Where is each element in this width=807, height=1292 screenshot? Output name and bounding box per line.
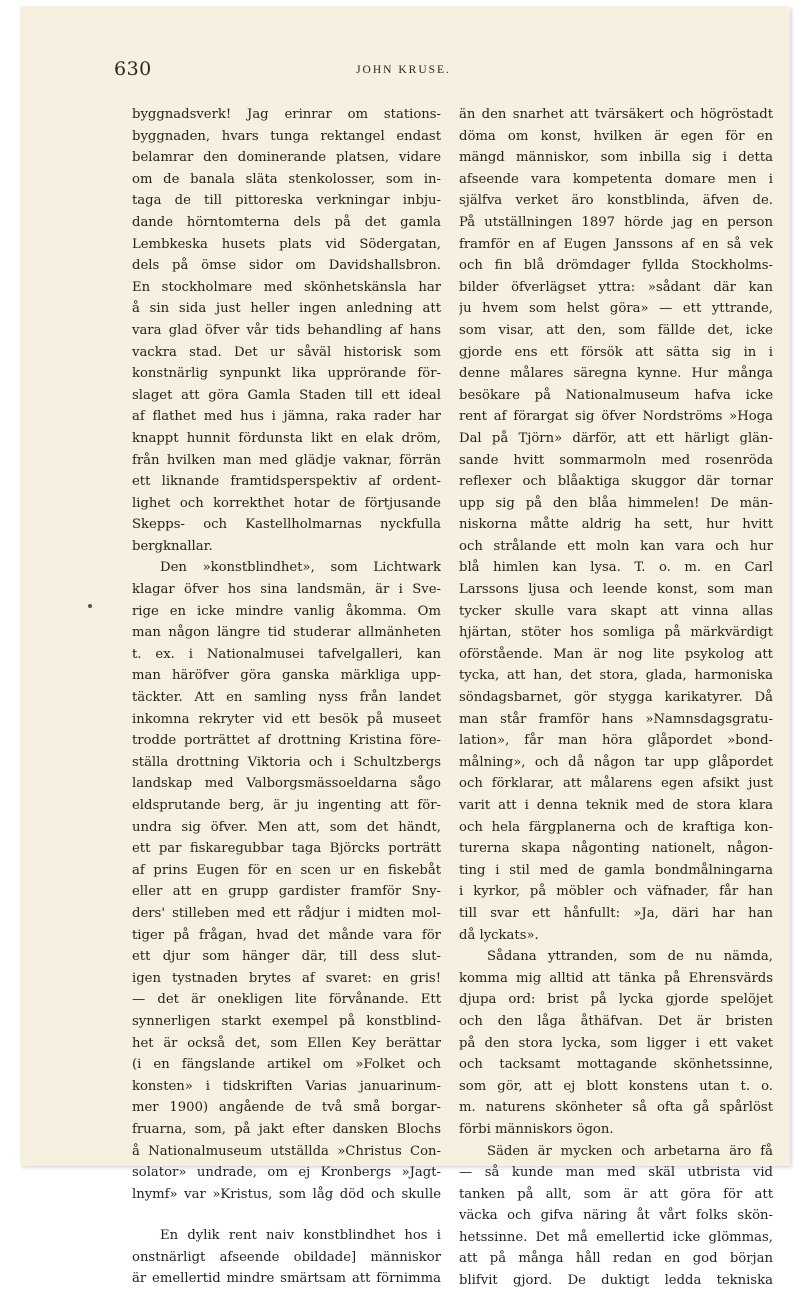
text-line: eldsprutande berg, är ju ingenting att för- bbox=[132, 798, 441, 813]
text-line: lighet och korrekthet hotar de förtjusande bbox=[132, 495, 441, 511]
text-line: På utställningen 1897 hörde jag en person bbox=[459, 214, 773, 230]
text-line: som visar, att den, som fällde det, icke bbox=[459, 322, 773, 338]
text-line: Larssons ljusa och leende konst, som man bbox=[459, 582, 773, 598]
text-line: besökare på Nationalmuseum hafva icke bbox=[459, 387, 773, 403]
text-line: ett liknande framtidsperspektiv af ordent- bbox=[132, 474, 441, 490]
text-line: som gör, att ej blott konstens utan t. o. bbox=[459, 1078, 773, 1094]
text-line: byggnadsverk! Jag erinrar om stations- bbox=[132, 107, 441, 122]
text-line: djupa ord: brist på lycka gjorde spelöjet bbox=[459, 992, 773, 1008]
text-line: framför en af Eugen Janssons af en så vek bbox=[459, 236, 773, 252]
text-line: och fin blå drömdager fyllda Stockholms- bbox=[459, 258, 773, 274]
text-line: döma om konst, hvilken är egen för en bbox=[459, 128, 773, 144]
text-line: synnerligen starkt exempel på konstblind- bbox=[132, 1013, 441, 1029]
text-line: (i en fängslande artikel om »Folket och bbox=[132, 1057, 441, 1073]
text-line: gjorde ens ett försök att sätta sig in i bbox=[459, 344, 773, 360]
text-line: ting i stil med de gamla bondmålningarna bbox=[459, 862, 773, 878]
text-line: i kyrkor, på möbler och väfnader, får han bbox=[459, 884, 773, 900]
text-line: och hela färgplanerna och de kraftiga kon- bbox=[459, 819, 773, 835]
text-line: dels på ömse sidor om Davidshallsbron. bbox=[132, 258, 441, 274]
text-line: byggnaden, hvars tunga rektangel endast bbox=[132, 128, 441, 144]
text-line: Säden är mycken och arbetarna äro få bbox=[487, 1143, 773, 1159]
text-line: af prins Eugen för en scen ur en fiskebåt bbox=[132, 862, 441, 878]
text-line: rent af förargat sig öfver Nordströms »Hoga bbox=[459, 409, 773, 425]
text-line: En dylik rent naiv konstblindhet hos i bbox=[160, 1228, 441, 1244]
text-line: belamrar den dominerande platsen, vidare bbox=[132, 150, 441, 166]
text-line: — så kunde man med skäl utbrista vid bbox=[459, 1165, 773, 1181]
text-line: igen tystnaden brytes af svaret: en gris! bbox=[132, 970, 441, 986]
text-line: om de banala släta stenkolosser, som in- bbox=[132, 171, 441, 187]
running-title: JOHN KRUSE. bbox=[356, 64, 451, 76]
text-line: het är också det, som Ellen Key berättar bbox=[132, 1035, 441, 1051]
text-line: målning», och då någon tar upp glåpordet bbox=[459, 754, 773, 770]
text-line: ett djur som hänger där, till dess slut- bbox=[132, 949, 441, 965]
text-line: dande hörntomterna dels på det gamla bbox=[132, 214, 441, 230]
text-line: trodde porträttet af drottning Kristina före- bbox=[132, 733, 441, 749]
text-line: och förklarar, att målarens egen afsikt just bbox=[459, 776, 773, 792]
text-line: lation», får man höra glåpordet »bond- bbox=[459, 733, 773, 749]
text-line: tiger på frågan, hvad det månde vara för bbox=[132, 927, 441, 943]
text-line: bergknallar. bbox=[132, 538, 213, 554]
text-line: Lembkeska husets plats vid Södergatan, bbox=[132, 236, 441, 252]
text-line: afseende vara kompetenta domare men i bbox=[459, 171, 773, 187]
text-line: man någon längre tid studerar allmänheten bbox=[132, 625, 441, 641]
text-line: lnymf» var »Kristus, som låg död och skulle bbox=[132, 1186, 441, 1202]
text-line: och den låga åthäfvan. Det är bristen bbox=[459, 1013, 773, 1029]
text-line: blifvit gjord. De duktigt ledda tekniska bbox=[459, 1273, 773, 1289]
text-line: ju hvem som helst göra» — ett yttrande, bbox=[459, 301, 773, 317]
text-line: upp sig på den blåa himmelen! De män- bbox=[459, 495, 773, 511]
text-line: bilder öfverlägset yttra: »sådant där kan bbox=[459, 279, 773, 295]
text-line: turerna skapa någonting nationelt, någon- bbox=[459, 841, 773, 857]
ink-speck bbox=[88, 604, 92, 608]
text-line: ett par fiskaregubbar taga Björcks porträtt bbox=[132, 841, 441, 857]
right-text-column bbox=[459, 104, 773, 1292]
text-line: niskorna måtte aldrig ha sett, hur hvitt bbox=[459, 517, 773, 533]
text-line: Den »konstblindhet», som Lichtwark bbox=[160, 560, 441, 576]
text-line: landskap med Valborgsmässoeldarna sågo bbox=[132, 776, 441, 792]
text-line: taga de till pittoreska verkningar inbju- bbox=[132, 193, 441, 209]
text-line: klagar öfver hos sina landsmän, är i Sve- bbox=[132, 582, 441, 598]
text-line: reflexer och blåaktiga skuggor där tornar bbox=[459, 474, 773, 490]
left-text-column bbox=[132, 104, 441, 1290]
paragraph-gap bbox=[132, 1205, 441, 1225]
text-line: vackra stad. Det ur såväl historisk som bbox=[132, 344, 441, 360]
text-line: då lyckats». bbox=[459, 927, 539, 943]
page-number: 630 bbox=[114, 58, 152, 80]
text-line: på den stora lycka, som ligger i ett vaket bbox=[459, 1035, 773, 1051]
text-line: tycka, att han, det stora, glada, harmoniska bbox=[459, 668, 773, 684]
text-line: konstnärlig synpunkt lika upprörande för- bbox=[132, 366, 441, 382]
text-line: hetssinne. Det må emellertid icke glömmas, bbox=[459, 1229, 773, 1245]
text-line: inkomna rekryter vid ett besök på museet bbox=[132, 711, 441, 727]
text-line: å sin sida just heller ingen anledning att bbox=[132, 301, 441, 317]
text-line: solator» undrade, om ej Kronbergs »Jagt- bbox=[132, 1165, 441, 1181]
text-line: man häröfver göra ganska märkliga upp- bbox=[132, 668, 441, 684]
text-line: och tacksamt mottagande skönhetssinne, bbox=[459, 1057, 773, 1073]
text-line: är emellertid mindre smärtsam att förnimma bbox=[132, 1271, 441, 1287]
text-line: oförstående. Man är nog lite psykolog att bbox=[459, 646, 773, 662]
text-line: Sådana yttranden, som de nu nämda, bbox=[487, 949, 773, 965]
text-line: denne målares säregna kynne. Hur många bbox=[459, 366, 773, 382]
text-line: blå himlen kan lysa. T. o. m. en Carl bbox=[459, 560, 773, 576]
text-line: m. naturens skönheter så ofta gå spårlöst bbox=[459, 1100, 773, 1116]
text-line: undra sig öfver. Men att, som det händt, bbox=[132, 819, 441, 835]
text-line: knappt hunnit fördunsta likt en elak dröm, bbox=[132, 430, 441, 446]
text-line: varit att i denna teknik med de stora klara bbox=[459, 798, 773, 813]
text-line: — det är onekligen lite förvånande. Ett bbox=[132, 992, 441, 1008]
text-line: Skepps- och Kastellholmarnas nyckfulla bbox=[132, 517, 441, 533]
text-line: konsten» i tidskriften Varias januarinum- bbox=[132, 1078, 441, 1094]
text-line: täckter. Att en samling nyss från landet bbox=[132, 690, 441, 706]
text-line: vara glad öfver vår tids behandling af hans bbox=[132, 322, 441, 338]
text-line: onstnärligt afseende obildade] människor bbox=[132, 1249, 441, 1265]
text-line: till svar ett hånfullt: »Ja, däri har han bbox=[459, 905, 773, 921]
text-line: och strålande ett moln kan vara och hur bbox=[459, 538, 773, 554]
text-line: eller att en grupp gardister framför Sny- bbox=[132, 884, 441, 900]
text-line: söndagsbarnet, gör stygga karikatyrer. Då bbox=[459, 690, 773, 706]
text-line: slaget att göra Gamla Staden till ett ideal bbox=[132, 387, 441, 403]
text-line: än den snarhet att tvärsäkert och högröstadt bbox=[459, 107, 773, 122]
text-line: å Nationalmuseum utställda »Christus Con- bbox=[132, 1143, 441, 1159]
text-line: hjärtan, stöter hos somliga på märkvärdigt bbox=[459, 625, 773, 641]
text-line: rige en icke mindre vanlig åkomma. Om bbox=[132, 603, 441, 619]
text-line: mängd människor, som inbilla sig i detta bbox=[459, 150, 773, 166]
text-line: själfva verket äro konstblinda, äfven de. bbox=[459, 193, 773, 209]
text-line: mer 1900) angående de två små borgar- bbox=[132, 1100, 441, 1116]
text-line: tanken på allt, som är att göra för att bbox=[459, 1186, 773, 1202]
text-line: förbi människors ögon. bbox=[459, 1121, 614, 1137]
text-line: man står framför hans »Namnsdagsgratu- bbox=[459, 711, 773, 727]
text-line: tycker skulle vara skapt att vinna allas bbox=[459, 603, 773, 619]
text-line: fruarna, som, på jakt efter dansken Blochs bbox=[132, 1121, 441, 1137]
text-line: af flathet med hus i jämna, raka rader har bbox=[132, 409, 441, 425]
text-line: En stockholmare med skönhetskänsla har bbox=[132, 279, 441, 295]
text-line: att på många håll redan en god början bbox=[459, 1251, 773, 1267]
text-line: ders' stilleben med ett rådjur i midten mol- bbox=[132, 905, 441, 921]
text-line: t. ex. i Nationalmusei tafvelgalleri, kan bbox=[132, 646, 441, 662]
text-line: ställa drottning Viktoria och i Schultzbergs bbox=[132, 754, 441, 770]
text-line: från hvilken man med glädje vaknar, förrän bbox=[132, 452, 441, 468]
text-line: Dal på Tjörn» därför, att ett härligt glän- bbox=[459, 430, 773, 446]
text-line: komma mig alltid att tänka på Ehrensvärds bbox=[459, 970, 773, 986]
text-line: väcka och gifva näring åt vårt folks skön- bbox=[459, 1208, 773, 1224]
text-line: sande hvitt sommarmoln med rosenröda bbox=[459, 452, 773, 468]
